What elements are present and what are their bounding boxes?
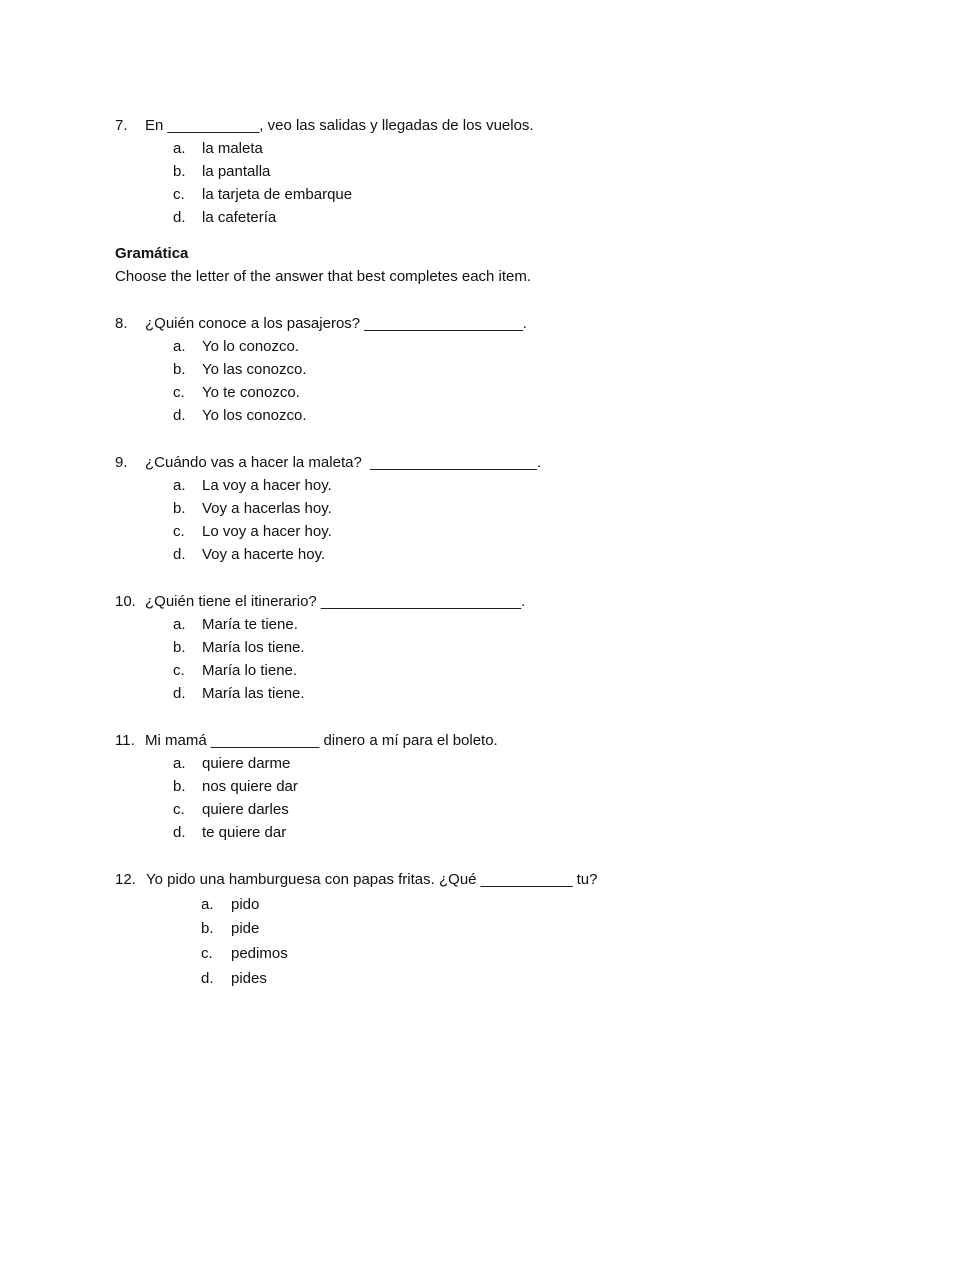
- option-letter: a.: [173, 616, 186, 633]
- option-letter: d.: [173, 407, 186, 424]
- option-letter: d.: [173, 546, 186, 563]
- question-text: Mi mamá _____________ dinero a mí para el boleto.: [145, 732, 498, 749]
- option-text: Voy a hacerlas hoy.: [202, 500, 332, 517]
- option-letter: a.: [173, 477, 186, 494]
- option-letter: d.: [201, 970, 214, 987]
- question-number: 11.: [115, 732, 135, 749]
- option-letter: b.: [173, 639, 186, 656]
- option-text: La voy a hacer hoy.: [202, 477, 332, 494]
- option-text: María los tiene.: [202, 639, 305, 656]
- option-letter: d.: [173, 685, 186, 702]
- option-letter: b.: [173, 163, 186, 180]
- option-text: la cafetería: [202, 209, 277, 226]
- option-letter: c.: [173, 523, 185, 540]
- option-text: pedimos: [231, 945, 288, 962]
- option-text: Yo lo conozco.: [202, 338, 300, 355]
- option-letter: a.: [201, 896, 214, 913]
- option-text: te quiere dar: [202, 824, 287, 841]
- option-text: María las tiene.: [202, 685, 305, 702]
- question-number: 7.: [115, 117, 128, 134]
- option-text: la tarjeta de embarque: [202, 186, 353, 203]
- option-text: Voy a hacerte hoy.: [202, 546, 326, 563]
- option-letter: c.: [201, 945, 213, 962]
- question-text: ¿Cuándo vas a hacer la maleta? ____________________.: [145, 454, 542, 471]
- option-letter: a.: [173, 755, 186, 772]
- option-letter: a.: [173, 338, 186, 355]
- option-text: quiere darme: [202, 755, 291, 772]
- option-text: quiere darles: [202, 801, 289, 818]
- option-letter: c.: [173, 186, 185, 203]
- option-letter: d.: [173, 209, 186, 226]
- option-letter: c.: [173, 662, 185, 679]
- option-letter: b.: [173, 778, 186, 795]
- option-text: la maleta: [202, 140, 263, 157]
- option-letter: c.: [173, 801, 185, 818]
- option-text: Lo voy a hacer hoy.: [202, 523, 332, 540]
- question-text: Yo pido una hamburguesa con papas fritas. ¿Qué ___________ tu?: [146, 871, 598, 888]
- question-number: 10.: [115, 593, 136, 610]
- section-instructions: Choose the letter of the answer that best completes each item.: [115, 268, 532, 285]
- option-letter: c.: [173, 384, 185, 401]
- question-text: ¿Quién tiene el itinerario? ________________________.: [145, 593, 526, 610]
- option-text: nos quiere dar: [202, 778, 298, 795]
- question-number: 8.: [115, 315, 128, 332]
- option-text: la pantalla: [202, 163, 271, 180]
- question-text: En ___________, veo las salidas y llegadas de los vuelos.: [145, 117, 534, 134]
- option-letter: b.: [173, 361, 186, 378]
- question-number: 9.: [115, 454, 128, 471]
- option-text: María te tiene.: [202, 616, 298, 633]
- option-letter: b.: [201, 920, 214, 937]
- option-text: Yo te conozco.: [202, 384, 300, 401]
- option-text: pido: [231, 896, 260, 913]
- section-heading: Gramática: [115, 245, 189, 262]
- option-text: María lo tiene.: [202, 662, 298, 679]
- question-text: ¿Quién conoce a los pasajeros? ___________________.: [145, 315, 527, 332]
- question-number: 12.: [115, 871, 136, 888]
- option-letter: a.: [173, 140, 186, 157]
- option-text: Yo las conozco.: [202, 361, 307, 378]
- option-text: Yo los conozco.: [202, 407, 307, 424]
- option-text: pides: [231, 970, 267, 987]
- option-text: pide: [231, 920, 260, 937]
- option-letter: b.: [173, 500, 186, 517]
- option-letter: d.: [173, 824, 186, 841]
